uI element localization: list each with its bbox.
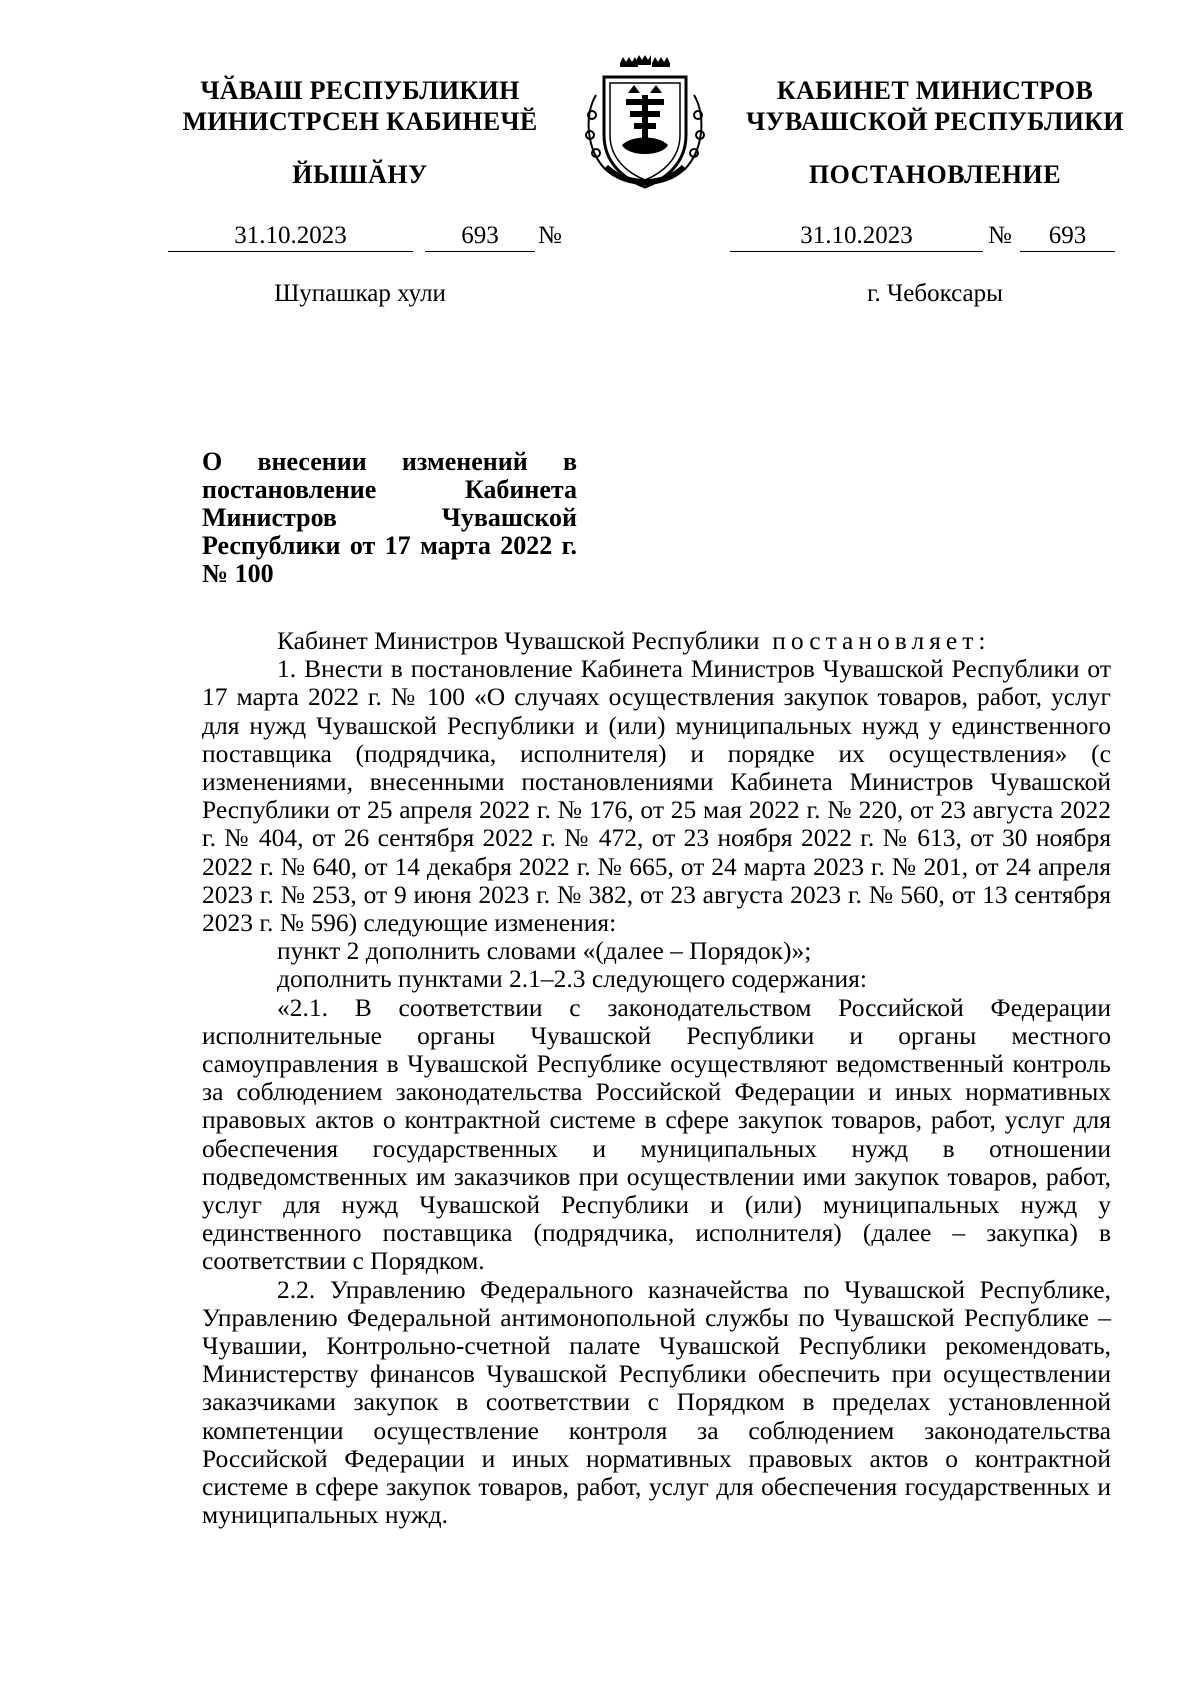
- right-date: 31.10.2023: [730, 221, 983, 252]
- paragraph-2: пункт 2 дополнить словами «(далее – Порядок)»;: [277, 936, 812, 966]
- left-number: 693: [425, 221, 535, 252]
- coat-of-arms-emblem: [576, 55, 714, 193]
- paragraph-1: 1. Внести в постановление Кабинета Министров Чувашской Республики от 17 марта 2022 г. № 100 «О случаях осуществления закупок товаров, работ, услуг для нужд Чувашской Республики и (или) муниципальных нужд у единственного поставщика (подрядчика, исполнителя) и порядке их осуществления» (с изменениями, внесенными постановлениями Кабинета Министров Чувашской Республики от 25 апреля 2022 г. № 176, от 25 мая 2022 г. № 220, от 23 августа 2022 г. № 404, от 26 сентября 2022 г. № 472, от 23 ноября 2022 г. № 613, от 30 ноября 2022 г. № 640, от 14 декабря 2022 г. № 665, от 24 марта 2023 г. № 201, от 24 апреля 2023 г. № 253, от 9 июня 2023 г. № 382, от 23 августа 2023 г. № 560, от 13 сентября 2023 г. № 596) следующие изменения:: [202, 654, 1111, 938]
- paragraph-2-1: «2.1. В соответствии с законодательством Российской Федерации исполнительные органы Чувашской Республики и органы местного самоуправления в Чувашской Республике осуществляют ведомственный контроль за соблюдением законодательства Российской Федерации и иных нормативных правовых актов о контрактной системе в сфере закупок товаров, работ, услуг для обеспечения государственных и муниципальных нужд в отношении подведомственных им заказчиков при осуществлении ими закупок товаров, работ, услуг для нужд Чувашской Республики и (или) муниципальных нужд у единственного поставщика (подрядчика, исполнителя) (далее – закупка) в соответствии с Порядком.: [202, 992, 1111, 1276]
- place-right: г. Чебоксары: [867, 280, 1003, 307]
- document-body: [202, 627, 1111, 1530]
- preamble-action: постановляет:: [772, 626, 991, 655]
- doc-type-right: ПОСТАНОВЛЕНИЕ: [808, 160, 1062, 189]
- header-left-title: [140, 75, 580, 137]
- preamble-start: Кабинет Министров Чувашской Республики: [277, 626, 760, 655]
- left-number-sign: №: [538, 222, 562, 249]
- header-left-line2: МИНИСТРСЕН КАБИНЕЧӖ: [182, 107, 538, 136]
- right-number: 693: [1020, 221, 1115, 252]
- header-right-line1: КАБИНЕТ МИНИСТРОВ: [776, 76, 1094, 105]
- paragraph-3: дополнить пунктами 2.1–2.3 следующего содержания:: [277, 964, 867, 994]
- left-date: 31.10.2023: [168, 221, 413, 252]
- doc-type-left: ЙЫШӐНУ: [292, 160, 428, 189]
- header-left-line1: ЧӐВАШ РЕСПУБЛИКИН: [200, 76, 520, 105]
- right-number-sign: №: [988, 222, 1012, 249]
- preamble: [202, 627, 1111, 655]
- header-right-title: [715, 75, 1155, 137]
- document-subject: О внесении изменений в постановление Кабинета Министров Чувашской Республики от 17 марта 2022 г. № 100: [202, 447, 577, 588]
- place-left: Шупашкар хули: [274, 280, 446, 307]
- header-right-line2: ЧУВАШСКОЙ РЕСПУБЛИКИ: [746, 107, 1124, 136]
- paragraph-2-2: 2.2. Управлению Федерального казначейства по Чувашской Республике, Управлению Федеральной антимонопольной службы по Чувашской Республике – Чувашии, Контрольно-счетной палате Чувашской Республики рекомендовать, Министерству финансов Чувашской Республики обеспечить при осуществлении заказчиками закупок в соответствии с Порядком в пределах установленной компетенции осуществление контроля за соблюдением законодательства Российской Федерации и иных нормативных правовых актов о контрактной системе в сфере закупок товаров, работ, услуг для обеспечения государственных и муниципальных нужд.: [202, 1274, 1111, 1530]
